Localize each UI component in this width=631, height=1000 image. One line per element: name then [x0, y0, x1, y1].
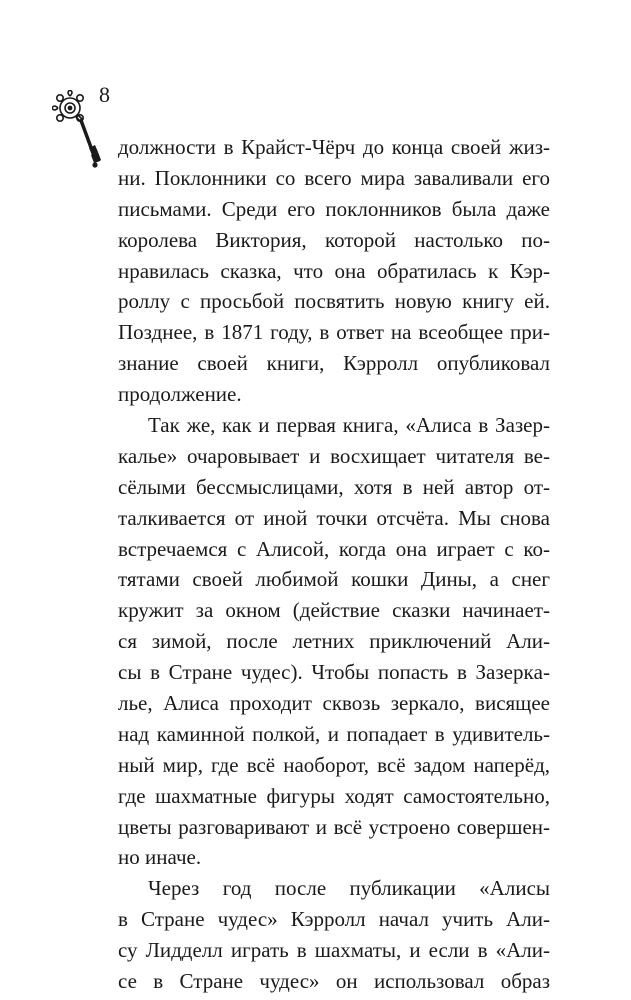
- text-line: ный мир, где всё наоборот, всё задом наперёд,: [118, 752, 550, 777]
- paragraph-1: [118, 132, 550, 410]
- text-line: тятами своей любимой кошки Дины, а снег: [118, 567, 550, 592]
- text-line: ни. Поклонники со всего мира заваливали его: [118, 165, 550, 190]
- text-line: письмами. Среди его поклонников была даже: [118, 196, 550, 221]
- text-line: кружит за окном (действие сказки начинает-: [118, 598, 550, 623]
- text-line: нравилась сказка, что она обратилась к Кэр-: [118, 258, 550, 283]
- text-line: сы в Стране чудес). Чтобы попасть в Зазеркa-: [118, 660, 550, 685]
- text-line: се в Стране чудес» он использовал образ: [118, 969, 550, 994]
- text-line: роллу с просьбой посвятить новую книгу ей.: [118, 289, 550, 314]
- text-line: Через год после публикации «Алисы: [148, 876, 550, 901]
- text-line: сёлыми бессмыслицами, хотя в ней автор от-: [118, 474, 550, 499]
- text-line: королева Виктория, которой настолько по-: [118, 227, 550, 252]
- text-line: лье, Алиса проходит сквозь зеркало, висящее: [118, 691, 550, 716]
- text-line: су Лидделл играть в шахматы, и если в «Али-: [118, 938, 550, 963]
- text-line: где шахматные фигуры ходят самостоятельно,: [118, 783, 550, 808]
- text-line: в Стране чудес» Кэрролл начал учить Али-: [118, 907, 550, 932]
- text-line: талкивается от иной точки отсчёта. Мы снова: [118, 505, 550, 530]
- body-text: [118, 132, 550, 997]
- text-line: знание своей книги, Кэрролл опубликовал: [118, 351, 550, 376]
- text-line: над каминной полкой, и попадает в удивитель-: [118, 721, 550, 746]
- text-line: ся зимой, после летних приключений Али-: [118, 629, 550, 654]
- text-line: Так же, как и первая книга, «Алиса в Зазер-: [148, 413, 550, 438]
- page-number: 8: [99, 82, 110, 107]
- text-line: Позднее, в 1871 году, в ответ на всеобщее при-: [118, 320, 550, 345]
- text-line: но иначе.: [118, 845, 202, 870]
- text-line: встречаемся с Алисой, когда она играет с ко-: [118, 536, 550, 561]
- text-line: должности в Крайст-Чёрч до конца своей жиз-: [118, 135, 550, 159]
- text-line: цветы разговаривают и всё устроено совершен-: [118, 814, 550, 839]
- paragraph-2: [118, 410, 550, 873]
- text-line: калье» очаровывает и восхищает читателя ве-: [118, 443, 550, 468]
- paragraph-3: [118, 873, 550, 997]
- text-line: продолжение.: [118, 382, 242, 407]
- skeleton-key-icon: [52, 90, 104, 170]
